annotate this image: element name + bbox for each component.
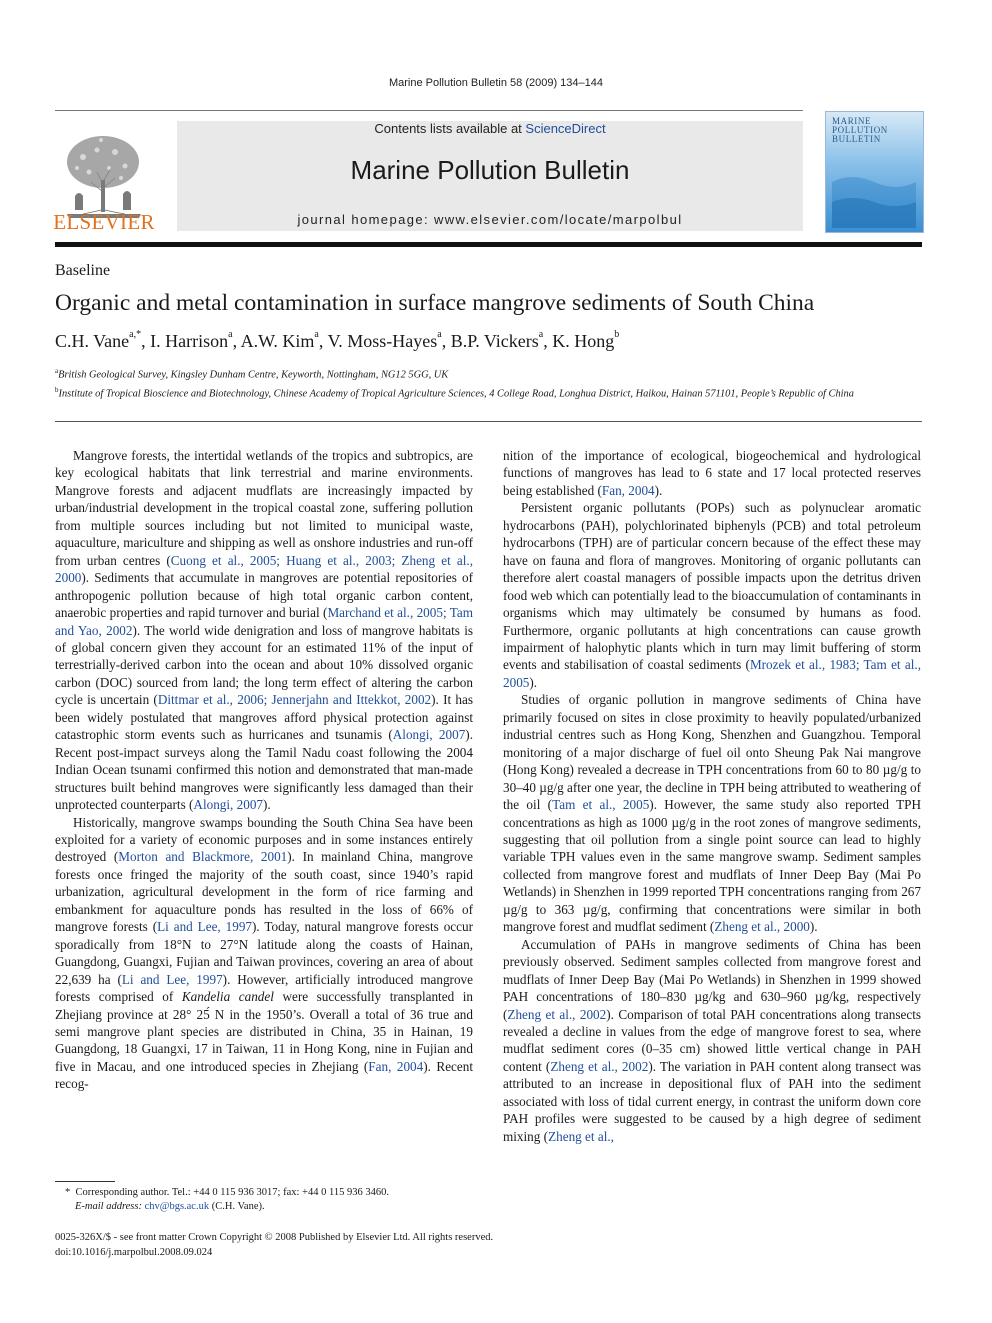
sciencedirect-link[interactable]: ScienceDirect [525,121,606,136]
species-name: Kandelia candel [181,989,274,1005]
journal-cover-thumbnail[interactable] [825,111,924,233]
citation-link[interactable]: Morton and Blackmore, 2001 [118,849,288,865]
paragraph: Studies of organic pollution in mangrove sediments of China have primarily focused on sites in close proximity to heavily populated/urbanized industrial centres such as Hong Kong, Shenzhen and Guangzhou. Temporal monitoring of a major discharge of fuel oil onto Sheung Pak Nai mangrove (Hong Kong) revealed a decrease in TPH concentrations from 60 to 80 µg/g to 30–40 µg/g after one year, the decline in TPH being attributed to weathering of the oil (Tam et al., 2005). However, the same study also reported TPH concentrations as high as 1000 µg/g in the root zones of mangrove sediments, suggesting that oil pollution from a single point source can lead to highly variable TPH values even in the same mangrove swamp. Sediment samples collected from mangrove forest and mudflats of Inner Deep Bay (Mai Po Wetlands) in Shenzhen in 1999 reported TPH concentrations ranging from 267 µg/g to 363 µg/g, confirming that concentrations were similar in both mangrove forest and mudflat sediment (Zheng et al., 2000). [503,692,921,935]
email-line: E-mail address: chv@bgs.ac.uk (C.H. Vane). [75,1201,265,1212]
citation-link[interactable]: Marchand et al., 2005; Tam and Yao, 2002 [55,605,473,638]
body-column-left [55,447,473,1093]
citation-link[interactable]: Li and Lee, 1997 [157,919,253,935]
author-affiliation-mark[interactable]: a,* [129,329,142,340]
paragraph: Accumulation of PAHs in mangrove sediments of China has been previously observed. Sediment samples collected from mangrove forest and mudflats of Inner Deep Bay (Mai Po Wetlands) in Shenzhen in 1999 showed PAH concentrations of 180–830 µg/kg and 630–960 µg/kg, respectively (Zheng et al., 2002). Comparison of total PAH concentrations along transects revealed a decline in values from the edge of mangrove forest to sea, where mudflat sediment cores (0–35 cm) showed little vertical change in PAH content (Zheng et al., 2002). The variation in PAH content along transect was attributed to an increase in depositional flux of PAH into the sediment associated with loss of tidal current energy, in contrast the uniform down core PAH profiles were suggested to be caused by a high degree of sediment mixing (Zheng et al., [503,936,921,1144]
cover-wave-graphic [832,152,916,228]
citation-link[interactable]: Fan, 2004 [368,1058,424,1074]
contents-line [177,121,803,136]
journal-header-box [177,121,803,231]
affiliations [55,364,895,402]
author-name[interactable]: V. Moss-Hayes [327,331,438,351]
page-footer [55,1231,493,1260]
paragraph: Persistent organic pollutants (POPs) such as polynuclear aromatic hydrocarbons (PAH), polychlorinated biphenyls (PCB) and total petroleum hydrocarbons (TPH) are of particular concern because of the effect these may have on fauna and flora of mangroves. Monitoring of organic pollutants can therefore alert coastal managers of possible impacts upon the detritus driven food web which can potentially lead to the bioaccumulation of contaminants in organisms which may ultimately be consumed by humans as food. Furthermore, organic pollutants at high concentrations can cause growth impairment of halophytic plants which in turn may limit buffering of storm events and stabilisation of coastal sediments (Mrozek et al., 1983; Tam et al., 2005). [503,500,921,690]
article-title: Organic and metal contamination in surface mangrove sediments of South China [55,290,815,316]
cover-title: MARINE POLLUTION BULLETIN [832,116,888,144]
corresponding-author-note: * Corresponding author. Tel.: +44 0 115 936 3017; fax: +44 0 115 936 3460. [65,1187,389,1198]
citation-link[interactable]: Dittmar et al., 2006; Jennerjahn and Ittekkot, 2002 [157,692,432,708]
copyright-line: 0025-326X/$ - see front matter Crown Copyright © 2008 Published by Elsevier Ltd. All rights reserved. [55,1232,494,1243]
paragraph: nition of the importance of ecological, biogeochemical and hydrological functions of mangroves has lead to 6 state and 17 local protected reserves being established (Fan, 2004). [503,448,921,498]
author-name[interactable]: K. Hong [552,331,615,351]
contents-prefix: Contents lists available at [374,121,526,136]
header-rule [55,110,803,111]
citation-link[interactable]: Alongi, 2007 [392,727,466,743]
journal-title: Marine Pollution Bulletin [350,155,630,185]
author-affiliation-mark[interactable]: a [228,329,233,340]
author-affiliation-mark[interactable]: b [614,329,620,340]
author-affiliation-mark[interactable]: a [314,329,319,340]
citation-link[interactable]: Tam et al., 2005 [552,797,650,813]
affiliation-a: $^a$British Geological Survey, Kingsley Dunham Centre, Keyworth, Nottingham, NG12 5GG, UK [55,367,449,381]
paragraph: Historically, mangrove swamps bounding the South China Sea have been exploited for a variety of economic purposes and in some instances entirely destroyed (Morton and Blackmore, 2001). In mainland China, mangrove forests once fringed the majority of the south coast, since 1940’s rapid urbanization, agricultural development in the form of rice farming and embankment for aquaculture ponds has resulted in the loss of 66% of mangrove forests (Li and Lee, 1997). Today, natural mangrove forests occur sporadically from 18°N to 27°N latitude along the coasts of Hainan, Guangdong, Guangxi, Fujian and Taiwan provinces, covering an area of about 22,639 ha (Li and Lee, 1997). However, artificially introduced mangrove forests comprised of Kandelia candel were successfully transplanted in Zhejiang province at 28° 25́ N in the 1950’s. Overall a total of 36 true and semi mangrove plant species are distributed in China, 35 in Hainan, 19 Guangdong, 18 Guangxi, 17 in Taiwan, 11 in Hong Kong, nine in Fujian and five in Macau, and one introduced species in Zhejiang (Fan, 2004). Recent recog- [55,814,474,1092]
citation-link[interactable]: Mrozek et al., 1983; Tam et al., 2005 [503,657,921,690]
author-name[interactable]: A.W. Kim [240,331,315,351]
citation-link[interactable]: Alongi, 2007 [193,797,264,813]
paragraph: Mangrove forests, the intertidal wetlands of the tropics and subtropics, are key ecological habitats that link terrestrial and marine environments. Mangrove forests and adjacent mudflats are increasingly impacted by urban/industrial development in the tropical coastal zone, suffering pollution from multiple sources including but not limited to municipal waste, aquaculture, mariculture and shipping as well as onshore industries and run-off from urban centres (Cuong et al., 2005; Huang et al., 2003; Zheng et al., 2000). Sediments that accumulate in mangroves are potential repositories of anthropogenic pollution because of high total organic carbon content, anaerobic properties and rapid turnover and burial (Marchand et al., 2005; Tam and Yao, 2002). The world wide denigration and loss of mangrove habitats is of global concern given they account for an estimated 11% of the input of terrestrially-derived carbon into the ocean and about 10% dissolved organic carbon (DOC) sourced from land; the long term effect of altering the carbon cycle is uncertain (Dittmar et al., 2006; Jennerjahn and Ittekkot, 2002). It has been widely postulated that mangroves afford physical protection against catastrophic storm events such as hurricanes and tsunamis (Alongi, 2007). Recent post-impact surveys along the Tamil Nadu coast following the 2004 Indian Ocean tsunami confirmed this notion and demonstrated that man-made structures built behind mangroves were significantly less damaged than their unprotected counterparts (Alongi, 2007). [55,448,473,813]
author-list: C.H. Vane$^{a,*}$, I. Harrison$^a$, A.W. Kim$^a$, V. Moss-Hayes$^a$, B.P. Vickers$^a$, K. Hong$^b$ [55,329,620,351]
body-column-right [503,447,921,1145]
doi-line[interactable]: doi:10.1016/j.marpolbul.2008.09.024 [55,1246,213,1258]
footnote [55,1186,485,1214]
affiliation-b: $^b$Institute of Tropical Bioscience and Biotechnology, Chinese Academy of Tropical Agriculture Sciences, 4 College Road, Longhua District, Haikou, Hainan 571101, People’s Republic of China [55,385,854,400]
section-rule [55,421,922,422]
elsevier-wordmark: ELSEVIER [53,210,155,234]
citation-link[interactable]: Zheng et al., 2002 [550,1058,649,1074]
author-affiliation-mark[interactable]: a [437,329,442,340]
citation-link[interactable]: Cuong et al., 2005; Huang et al., 2003; Zheng et al., 2000 [55,552,473,586]
article-type: Baseline [55,262,111,279]
journal-homepage[interactable]: journal homepage: www.elsevier.com/locate/marpolbul [297,212,683,227]
citation-link[interactable]: Zheng et al., 2000 [714,919,810,935]
email-link[interactable]: chv@bgs.ac.uk [144,1201,210,1212]
author-affiliation-mark[interactable]: a [538,329,544,340]
header-thick-rule [55,242,922,247]
citation-link[interactable]: Zheng et al., 2002 [507,1006,607,1022]
footnote-rule [55,1181,115,1182]
author-name[interactable]: C.H. Vane [55,331,130,351]
citation-link[interactable]: Zheng et al., [548,1128,614,1144]
citation-link[interactable]: Fan, 2004 [601,482,655,498]
journal-citation: Marine Pollution Bulletin 58 (2009) 134–144 [388,77,604,89]
author-name[interactable]: B.P. Vickers [450,331,539,351]
author-name[interactable]: I. Harrison [150,331,229,351]
citation-link[interactable]: Li and Lee, 1997 [121,971,223,987]
